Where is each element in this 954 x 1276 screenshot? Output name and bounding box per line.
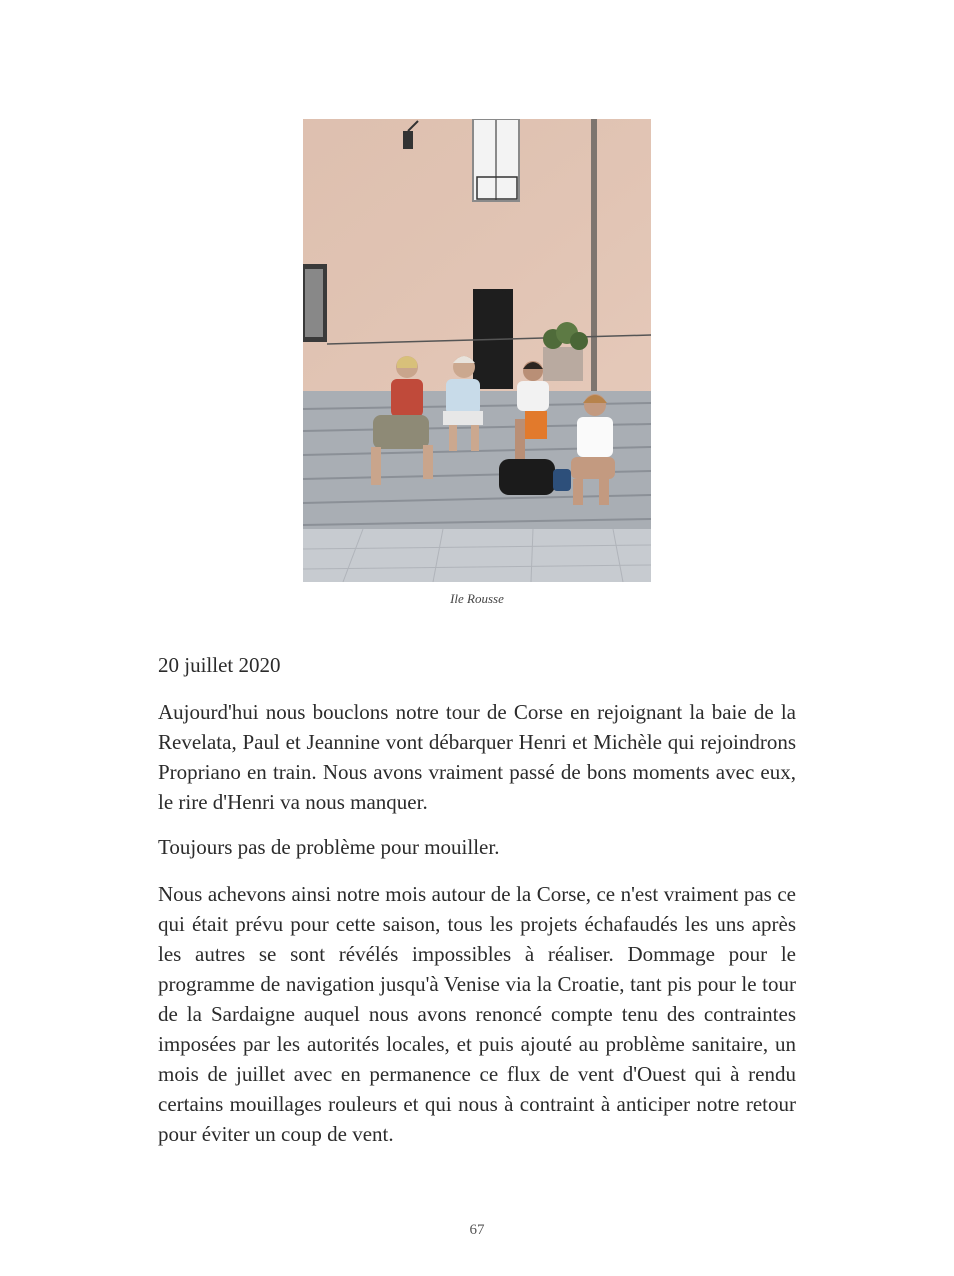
paragraph-3: Nous achevons ainsi notre mois autour de la Corse, ce n'est vraiment pas ce qui était prévu pour cette saison, tous les projets échafaudés les uns après les autres se sont révélés impossibles à réaliser. Dommage pour le programme de navigation jusqu'à Venise via la Croatie, tant pis pour le tour de la Sardaigne auquel nous avons renoncé compte tenu des contraintes imposées par les autorités locales, et puis ajouté au problème sanitaire, un mois de juillet avec en permanence ce flux de vent d'Ouest qui à rendu certains mouillages rouleurs et qui nous à contraint à anticiper notre retour pour éviter un coup de vent. bbox=[158, 882, 796, 1146]
paragraph-1: Aujourd'hui nous bouclons notre tour de Corse en rejoignant la baie de la Revelata, Paul et Jeannine vont débarquer Henri et Michèle qui rejoindrons Propriano en train. Nous avons vraiment passé de bons moments avec eux, le rire d'Henri va nous manquer. bbox=[158, 700, 796, 814]
paragraph-2: Toujours pas de problème pour mouiller. bbox=[158, 835, 500, 859]
page-number: 67 bbox=[469, 1222, 485, 1238]
photo bbox=[303, 119, 651, 582]
photo-caption: Ile Rousse bbox=[450, 591, 504, 606]
entry-date: 20 juillet 2020 bbox=[158, 653, 281, 677]
